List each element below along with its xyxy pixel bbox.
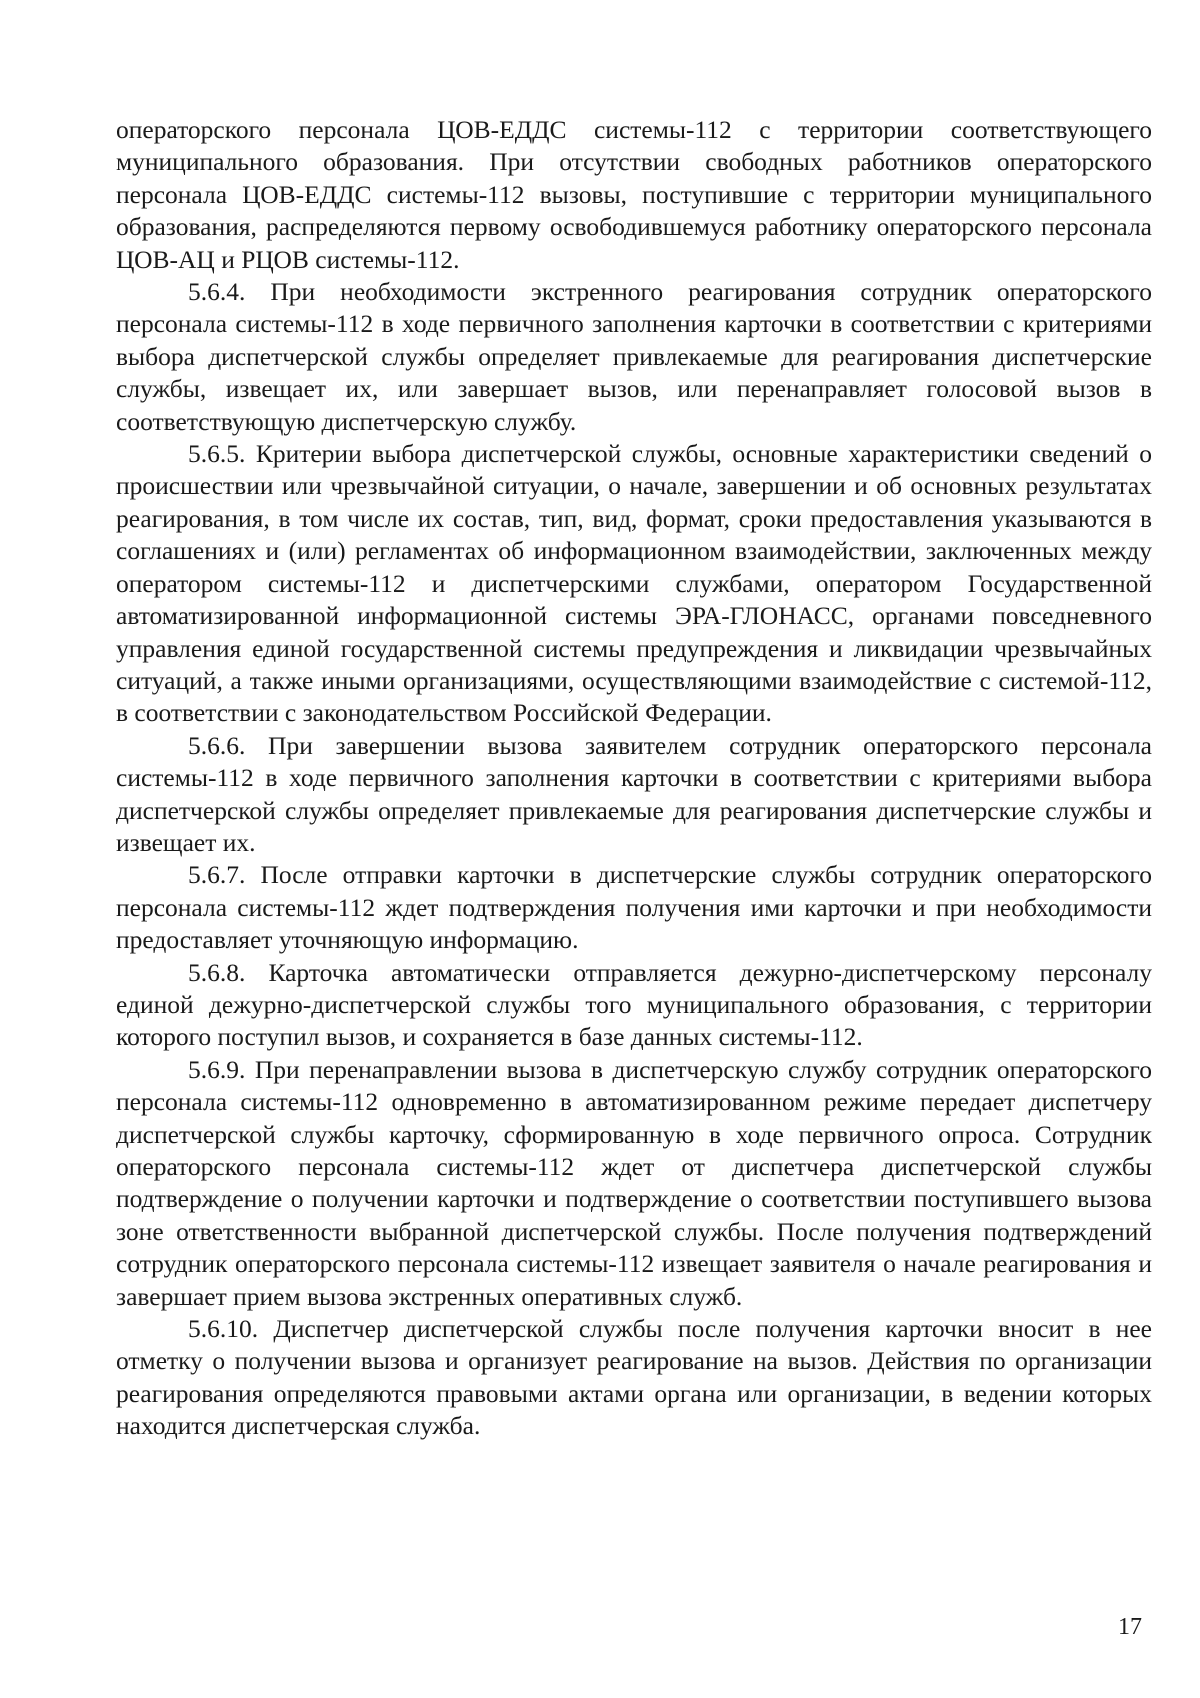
paragraph-5-6-8: 5.6.8. Карточка автоматически отправляется дежурно-диспетчерскому персоналу единой дежурно-диспетчерской службы того муниципального образования, с территории которого поступил вызов, и сохраняется в базе данных системы-112. — [116, 957, 1152, 1052]
page-number: 17 — [1118, 1614, 1142, 1640]
paragraph-5-6-4: 5.6.4. При необходимости экстренного реагирования сотрудник операторского персонала системы-112 в ходе первичного заполнения карточки в соответствии с критериями выбора диспетчерской службы определяет привлекаемые для реагирования диспетчерские службы, извещает их, или завершает вызов, или перенаправляет голосовой вызов в соответствующую диспетчерскую службу. — [116, 277, 1152, 436]
paragraph-5-6-10: 5.6.10. Диспетчер диспетчерской службы после получения карточки вносит в нее отметку о получении вызова и организует реагирование на вызов. Действия по организации реагирования определяются правовыми актами органа или организации, в ведении которых находится диспетчерская служба. — [116, 1314, 1152, 1441]
paragraph-5-6-6: 5.6.6. При завершении вызова заявителем сотрудник операторского персонала системы-112 в ходе первичного заполнения карточки в соответствии с критериями выбора диспетчерской службы определяет привлекаемые для реагирования диспетчерские службы и извещает их. — [116, 730, 1152, 857]
paragraph-5-6-5: 5.6.5. Критерии выбора диспетчерской службы, основные характеристики сведений о происшествии или чрезвычайной ситуации, о начале, завершении и об основных результатах реагирования, в том числе их состав, тип, вид, формат, сроки предоставления указываются в соглашениях и (или) регламентах об информационном взаимодействии, заключенных между оператором системы-112 и диспетчерскими службами, оператором Государственной автоматизированной информационной системы ЭРА-ГЛОНАСС, органами повседневного управления единой государственной системы предупреждения и ликвидации чрезвычайных ситуаций, а также иными организациями, осуществляющими взаимодействие с системой-112, в соответствии с законодательством Российской Федерации. — [116, 439, 1152, 728]
paragraph-5-6-9: 5.6.9. При перенаправлении вызова в диспетчерскую службу сотрудник операторского персонала системы-112 одновременно в автоматизированном режиме передает диспетчеру диспетчерской службы карточку, сформированную в ходе первичного опроса. Сотрудник операторского персонала системы-112 ждет от диспетчера диспетчерской службы подтверждение о получении карточки и подтверждение о соответствии поступившего вызова зоне ответственности выбранной диспетчерской службы. После получения подтверждений сотрудник операторского персонала системы-112 извещает заявителя о начале реагирования и завершает прием вызова экстренных оперативных служб. — [116, 1054, 1152, 1311]
paragraph-5-6-7: 5.6.7. После отправки карточки в диспетчерские службы сотрудник операторского персонала системы-112 ждет подтверждения получения ими карточки и при необходимости предоставляет уточняющую информацию. — [116, 860, 1152, 955]
document-body — [116, 114, 1152, 1443]
paragraph-continuation: операторского персонала ЦОВ-ЕДДС системы-112 с территории соответствующего муниципального образования. При отсутствии свободных работников операторского персонала ЦОВ-ЕДДС системы-112 вызовы, поступившие с территории муниципального образования, распределяются первому освободившемуся работнику операторского персонала ЦОВ-АЦ и РЦОВ системы-112. — [116, 115, 1152, 274]
